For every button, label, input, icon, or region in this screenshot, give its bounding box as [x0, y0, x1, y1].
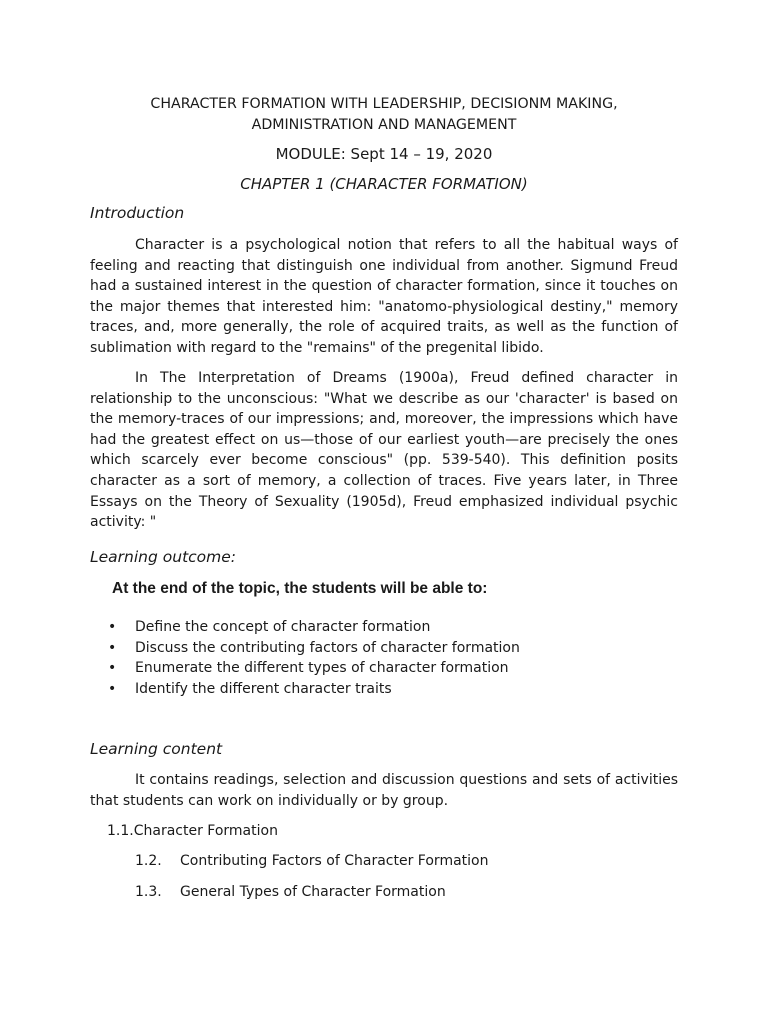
toc-item-1 — [107, 823, 278, 839]
list-item-text: Identify the different character traits — [135, 681, 392, 698]
learning-outcome-heading: Learning outcome: — [90, 548, 237, 566]
chapter-title: CHAPTER 1 (CHARACTER FORMATION) — [240, 175, 528, 193]
toc-label: Contributing Factors of Character Formation — [180, 853, 489, 869]
toc-number: 1.2. — [135, 853, 162, 869]
toc-label: Character Formation — [133, 823, 278, 839]
introduction-heading: Introduction — [90, 204, 185, 222]
toc-label: General Types of Character Formation — [180, 884, 446, 900]
title-line-2: ADMINISTRATION AND MANAGEMENT — [251, 117, 517, 133]
learning-content-paragraph: It contains readings, selection and discussion questions and sets of activities that students can work on individually or by group. — [90, 772, 678, 809]
list-item — [107, 638, 520, 659]
bullet-icon: • — [108, 660, 117, 677]
learning-content-heading: Learning content — [90, 740, 223, 758]
toc-item-3 — [135, 884, 446, 900]
list-item — [107, 658, 520, 679]
list-item-text: Discuss the contributing factors of character formation — [135, 639, 520, 656]
introduction-paragraph-1: Character is a psychological notion that refers to all the habitual ways of feeling and reacting that distinguish one individual from another. Sigmund Freud had a sustained interest in the question of character formation, since it touches on the major themes that interested him: "anatomo-physiological destiny," memory traces, and, more generally, the role of acquired traits, as well as the function of sublimation with regard to the "remains" of the pregenital libido. — [90, 237, 678, 356]
module-dates: MODULE: Sept 14 – 19, 2020 — [275, 145, 493, 163]
introduction-paragraph-2: In The Interpretation of Dreams (1900a), Freud defined character in relationship to the unconscious: "What we describe as our 'character' is based on the memory-traces of our impressions; and, moreover, the impressions which have had the greatest effect on us—those of our earliest youth—are precisely the ones which scarcely ever become conscious" (pp. 539-540). This definition posits character as a sort of memory, a collection of traces. Five years later, in Three Essays on the Theory of Sexuality (1905d), Freud emphasized individual psychic activity: " — [90, 370, 678, 531]
bullet-icon: • — [108, 681, 117, 698]
list-item — [107, 679, 520, 700]
bullet-icon: • — [108, 619, 117, 635]
toc-number: 1.1. — [107, 823, 134, 839]
bullet-icon: • — [108, 639, 117, 656]
list-item-text: Define the concept of character formation — [135, 619, 431, 635]
toc-item-2 — [135, 853, 488, 869]
list-item — [107, 617, 520, 638]
learning-outcome-lead: At the end of the topic, the students will be able to: — [112, 580, 488, 597]
learning-outcome-list — [107, 617, 520, 700]
document-title — [90, 94, 678, 136]
toc-number: 1.3. — [135, 884, 162, 900]
title-line-1: CHARACTER FORMATION WITH LEADERSHIP, DECISIONM MAKING, — [150, 96, 618, 112]
list-item-text: Enumerate the different types of character formation — [135, 660, 509, 677]
